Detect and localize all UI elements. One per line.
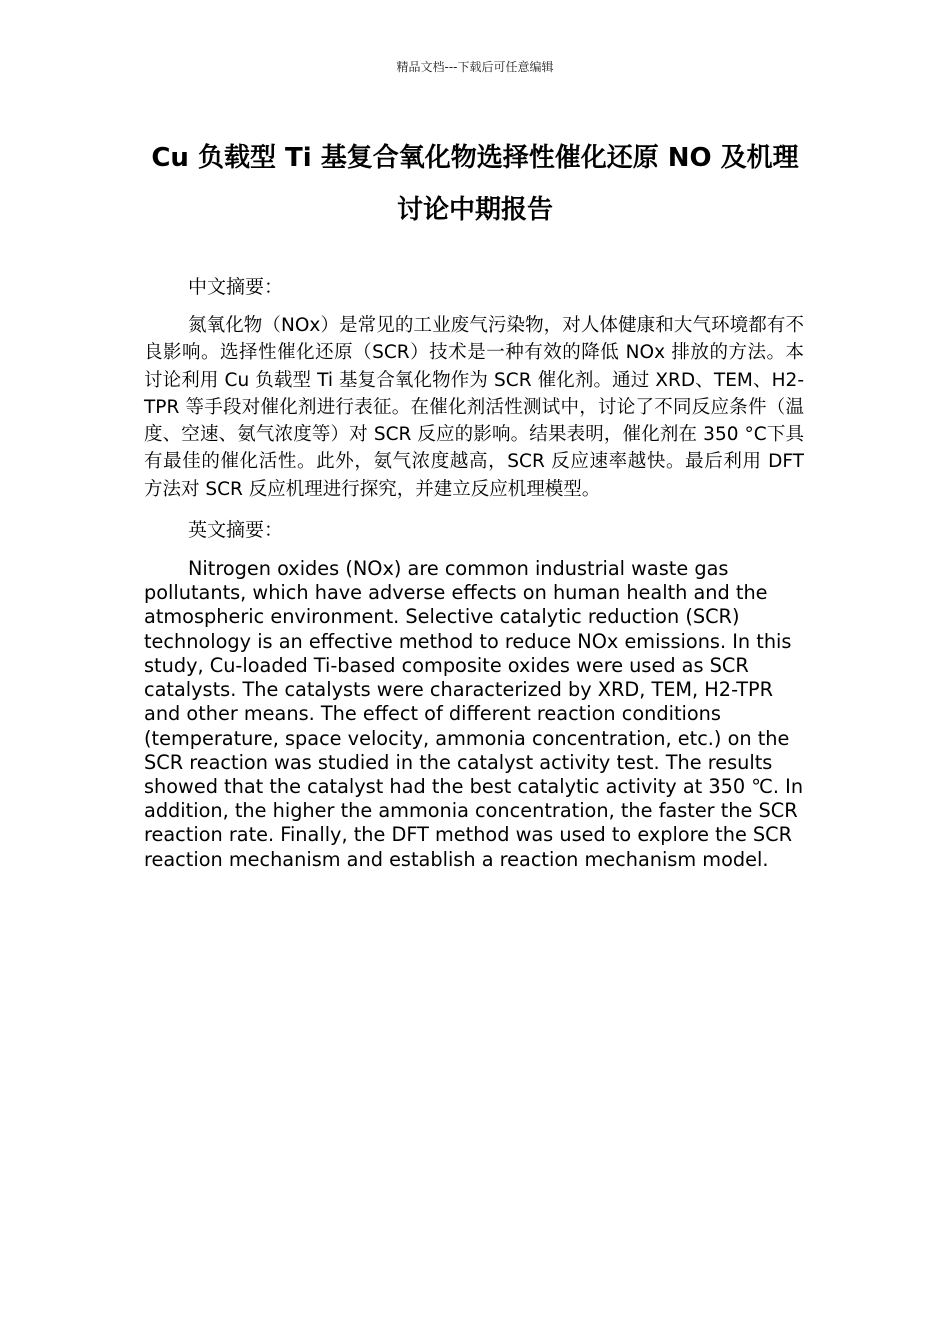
cn-abstract-label: 中文摘要： [188,276,284,298]
en-abstract-text: Nitrogen oxides (NOx) are common industrial waste gas pollutants, which have adverse effects on human health and the atmospheric environment. Selective catalytic reduction (SCR) technology is an effective method to reduce NOx emissions. In this study, Cu-loaded Ti-based composite oxides were used as SCR catalysts. The catalysts were characterized by XRD, TEM, H2-TPR and other means. The effect of different reaction conditions (temperature, space velocity, ammonia concentration, etc.) on the SCR reaction was studied in the catalyst activity test. The results showed that the catalyst had the best catalytic activity at 350 ℃. In addition, the higher the ammonia concentration, the faster the SCR reaction rate. Finally, the DFT method was used to explore the SCR reaction mechanism and establish a reaction mechanism model. [144,557,804,871]
cn-abstract-text: 氮氧化物（NOx）是常见的工业废气污染物，对人体健康和大气环境都有不良影响。选择性催化还原（SCR）技术是一种有效的降低 NOx 排放的方法。本讨论利用 Cu 负载型 Ti 基复合氧化物作为 SCR 催化剂。通过 XRD、TEM、H2-TPR 等手段对催化剂进行表征。在催化剂活性测试中，讨论了不同反应条件（温度、空速、氨气浓度等）对 SCR 反应的影响。结果表明，催化剂在 350 °C下具有最佳的催化活性。此外，氨气浓度越高，SCR 反应速率越快。最后利用 DFT 方法对 SCR 反应机理进行探究，并建立反应机理模型。 [144,315,804,500]
header-note: 精品文档---下载后可任意编辑 [396,60,554,74]
document-body [144,272,804,872]
document-title: Cu 负载型 Ti 基复合氧化物选择性催化还原 NO 及机理讨论中期报告 [151,143,799,225]
en-abstract-label: 英文摘要： [188,519,284,542]
